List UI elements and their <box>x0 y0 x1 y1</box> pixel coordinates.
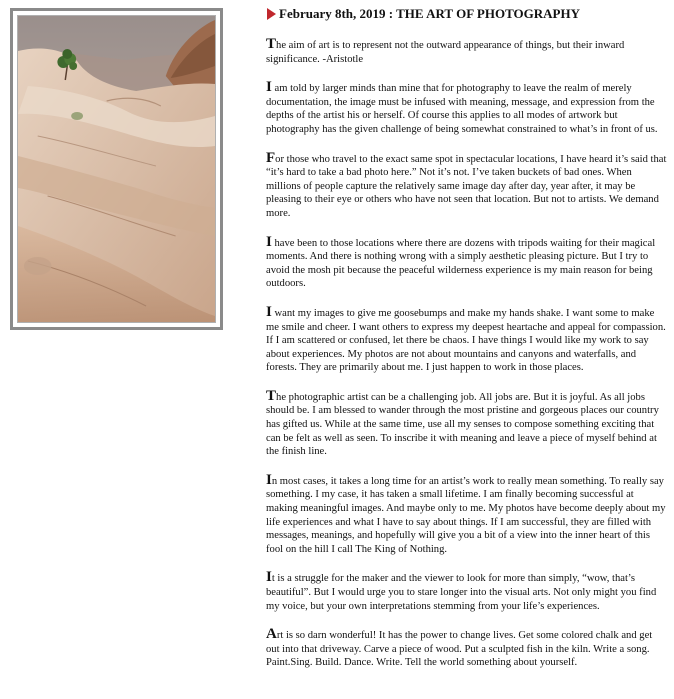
photo-frame <box>10 8 223 330</box>
paragraph-3 <box>266 151 668 221</box>
red-arrow-icon <box>266 8 276 20</box>
desert-landscape-image <box>18 16 215 322</box>
article-title: February 8th, 2019 : THE ART OF PHOTOGRAPHY <box>279 6 580 21</box>
drop-cap: I <box>266 303 272 320</box>
drop-cap: I <box>266 471 272 488</box>
paragraph-text: am told by larger minds than mine that for photography to leave the realm of merely documentation, the image must be infused with meaning, message, and expression from the depths of the artist his or herself. Of course this applies to all modes of artwork but photography has the given challenge of being somewhat constrained to what’s in front of us. <box>266 83 658 135</box>
drop-cap: F <box>266 149 276 166</box>
paragraph-1 <box>266 37 668 66</box>
paragraph-2 <box>266 80 668 136</box>
drop-cap: I <box>266 233 272 250</box>
paragraph-4 <box>266 235 668 291</box>
drop-cap: A <box>266 626 277 643</box>
paragraph-5 <box>266 305 668 375</box>
drop-cap: T <box>266 36 277 52</box>
article-header <box>266 6 668 22</box>
paragraph-text: he photographic artist can be a challenging job. All jobs are. But it is joyful. As all jobs should be. I am blessed to wander through the most pristine and gorgeous places our country has gifted us. While at the same time, use all my senses to compose something exciting that can be felt as well as seen. To inscribe it with meaning and leave a piece of myself behind at the finish line. <box>266 391 659 458</box>
photo <box>17 15 216 323</box>
paragraph-6 <box>266 389 668 459</box>
paragraph-text: or those who travel to the exact same spot in spectacular locations, I have heard it’s said that “it’s hard to take a bad photo here.” Not it’s not. I’ve taken buckets of bad ones. When millions of people capture the relatively same image day after day, year after, it may be pleasing to their eye or others who have not seen that location. But not to artists. We demand more. <box>266 153 667 219</box>
article <box>266 6 668 684</box>
drop-cap: T <box>266 387 277 404</box>
paragraph-text: t is a struggle for the maker and the viewer to look for more than simply, “wow, that’s beautiful”. But I would urge you to stare longer into the visual arts. Not only might you find my voice, but your own interpretations stemming from your life’s experiences. <box>266 573 657 612</box>
paragraph-text: he aim of art is to represent not the outward appearance of things, but their inward significance. -Aristotle <box>266 40 625 65</box>
paragraph-text: n most cases, it takes a long time for an artist’s work to really mean something. To really say something. I my case, it has taken a small lifetime. I am finally becoming successful at making meaningful images. And maybe only to me. My photos have become deeply about my life experiences and what I have to say about things. If I am successful, they are filled with messages, meanings, and hopefully will give you a bit of a view into the inner heart of this fool on the hill I call The King of Nothing. <box>266 475 666 555</box>
drop-cap: I <box>266 569 272 586</box>
drop-cap: I <box>266 79 272 96</box>
paragraph-8 <box>266 570 668 613</box>
paragraph-text: rt is so darn wonderful! It has the power to change lives. Get some colored chalk and get out into that driveway. Carve a piece of wood. Put a sculpted fish in the kiln. Write a song. Paint.Sing. Build. Dance. Write. Tell the world something about yourself. <box>266 630 653 669</box>
paragraph-9 <box>266 627 668 670</box>
paragraph-text: have been to those locations where there are dozens with tripods waiting for their magical moments. And there is nothing wrong with a simply aesthetic pleasing picture. But I try to avoid the mosh pit because the peaceful wilderness experience is my main reason for being outdoors. <box>266 237 656 290</box>
paragraph-7 <box>266 473 668 557</box>
paragraph-text: want my images to give me goosebumps and make my hands shake. I want some to make me smile and cheer. I want others to express my deepest heartache and appeal for compassion. If I am scattered or confused, let there be chaos. I have things I would like my work to say about experiences. My photos are not about mountains and canyons and waterfalls, and forests. They are primarily about me. I just happen to work in those places. <box>266 307 666 374</box>
